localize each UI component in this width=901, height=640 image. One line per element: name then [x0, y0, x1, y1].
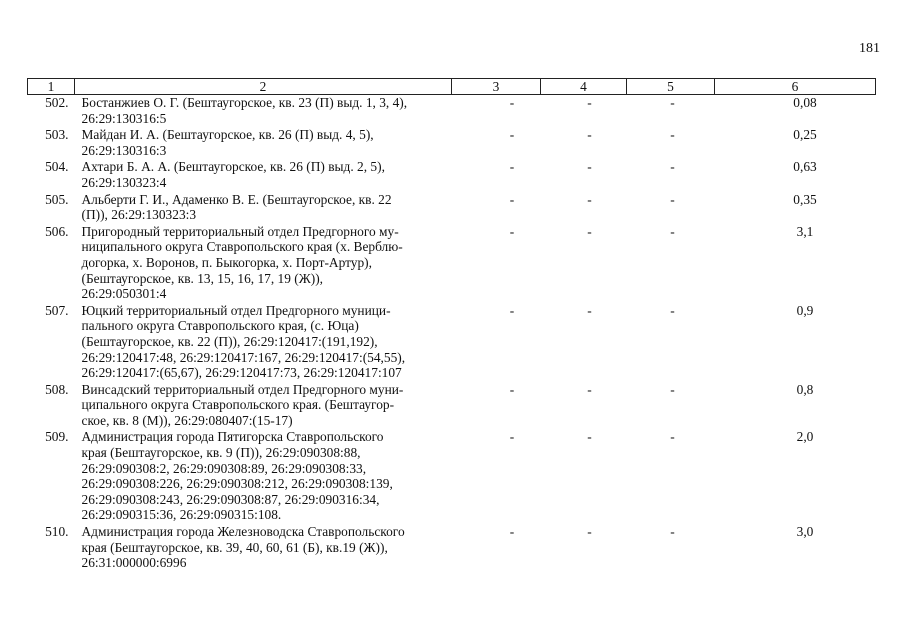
area-value: 0,25: [793, 127, 817, 143]
column-header-6: 6: [715, 79, 876, 95]
area-value: 3,0: [796, 524, 814, 540]
table-row: [28, 303, 876, 382]
area-value: 0,35: [793, 191, 817, 207]
row-description: [75, 95, 452, 128]
column-3-value: -: [509, 191, 515, 207]
column-header-5: 5: [627, 79, 715, 95]
description-line: Ахтари Б. А. А. (Бештаугорское, кв. 26 (П) выд. 2, 5),: [81, 159, 385, 175]
row-number: 507.: [45, 302, 69, 318]
description-line: ципального округа Ставропольского края. (Бештаугор-: [81, 397, 395, 413]
column-3-value: -: [509, 302, 515, 318]
column-4-value: -: [587, 524, 592, 540]
column-3-value: -: [509, 223, 515, 239]
description-line: 26:29:050301:4: [81, 286, 167, 302]
column-5-value: -: [670, 127, 675, 143]
description-line: 26:29:090308:226, 26:29:090308:212, 26:29:090308:139,: [81, 476, 393, 492]
column-header-1: 1: [28, 79, 75, 95]
column-3-value: -: [509, 381, 515, 397]
column-4-value: -: [587, 127, 592, 143]
table-row: [28, 127, 876, 159]
row-description: [75, 524, 452, 572]
row-number: 509.: [45, 429, 69, 445]
row-number: 510.: [45, 524, 69, 540]
column-3-value: -: [509, 524, 515, 540]
column-4-value: -: [587, 95, 592, 110]
row-description: [75, 303, 452, 382]
column-5-value: -: [670, 191, 675, 207]
description-line: края (Бештаугорское, кв. 9 (П)), 26:29:090308:88,: [81, 445, 361, 461]
area-value: 0,9: [796, 302, 814, 318]
column-3-value: -: [509, 127, 515, 143]
description-line: края (Бештаугорское, кв. 39, 40, 60, 61 (Б), кв.19 (Ж)),: [81, 539, 388, 555]
area-value: 0,8: [796, 381, 814, 397]
description-line: Администрация города Железноводска Ставропольского: [81, 524, 405, 540]
description-line: 26:29:130316:3: [81, 142, 167, 158]
row-description: [75, 382, 452, 430]
column-5-value: -: [670, 223, 675, 239]
row-number: 505.: [45, 191, 69, 207]
area-value: 2,0: [796, 429, 814, 445]
description-line: ское, кв. 8 (М)), 26:29:080407:(15-17): [81, 412, 293, 428]
column-3-value: -: [509, 429, 515, 445]
description-line: 26:31:000000:6996: [81, 555, 187, 571]
row-description: [75, 127, 452, 159]
table-row: [28, 382, 876, 430]
description-line: 26:29:090308:2, 26:29:090308:89, 26:29:090308:33,: [81, 460, 367, 476]
row-number: 506.: [45, 223, 69, 239]
description-line: (П)), 26:29:130323:3: [81, 207, 197, 223]
area-value: 0,08: [793, 95, 817, 110]
area-value: 3,1: [796, 223, 814, 239]
table-body: [28, 95, 876, 572]
table-row: [28, 524, 876, 572]
column-5-value: -: [670, 429, 675, 445]
row-description: [75, 159, 452, 191]
table-row: [28, 95, 876, 128]
column-5-value: -: [670, 381, 675, 397]
area-value: 0,63: [793, 159, 817, 175]
table-row: [28, 429, 876, 524]
table-header: [28, 79, 876, 95]
data-table: [27, 78, 876, 572]
table-row: [28, 159, 876, 191]
page-number: 181: [859, 41, 880, 56]
column-4-value: -: [587, 381, 592, 397]
description-line: 26:29:120417:(65,67), 26:29:120417:73, 26:29:120417:107: [81, 365, 402, 381]
description-line: пального округа Ставропольского края, (с. Юца): [81, 318, 359, 334]
row-number: 503.: [45, 127, 69, 143]
row-number: 504.: [45, 159, 69, 175]
row-number: 502.: [45, 95, 69, 110]
description-line: 26:29:120417:48, 26:29:120417:167, 26:29:120417:(54,55),: [81, 349, 406, 365]
description-line: Юцкий территориальный отдел Предгорного муници-: [81, 302, 391, 318]
description-line: Администрация города Пятигорска Ставропольского: [81, 429, 384, 445]
column-5-value: -: [670, 524, 675, 540]
row-description: [75, 429, 452, 524]
column-3-value: -: [509, 95, 515, 110]
column-4-value: -: [587, 429, 592, 445]
description-line: (Бештаугорское, кв. 13, 15, 16, 17, 19 (Ж)),: [81, 270, 324, 286]
description-line: Бостанжиев О. Г. (Бештаугорское, кв. 23 (П) выд. 1, 3, 4),: [81, 95, 408, 110]
description-line: ниципального округа Ставропольского края (х. Верблю-: [81, 239, 403, 255]
description-line: Майдан И. А. (Бештаугорское, кв. 26 (П) выд. 4, 5),: [81, 127, 374, 143]
table-row: [28, 224, 876, 303]
header-row: [28, 79, 876, 95]
description-line: Пригородный территориальный отдел Предгорного му-: [81, 223, 399, 239]
description-line: догорка, х. Воронов, п. Быкогорка, х. Порт-Артур),: [81, 254, 372, 270]
column-header-2: 2: [75, 79, 452, 95]
column-5-value: -: [670, 302, 675, 318]
column-header-3: 3: [452, 79, 541, 95]
column-3-value: -: [509, 159, 515, 175]
description-line: 26:29:090308:243, 26:29:090308:87, 26:29:090316:34,: [81, 491, 380, 507]
column-4-value: -: [587, 223, 592, 239]
row-number: 508.: [45, 381, 69, 397]
column-4-value: -: [587, 159, 592, 175]
description-line: Винсадский территориальный отдел Предгорного муни-: [81, 381, 404, 397]
description-line: (Бештаугорское, кв. 22 (П)), 26:29:120417:(191,192),: [81, 333, 378, 349]
table-row: [28, 192, 876, 224]
row-description: [75, 192, 452, 224]
column-header-4: 4: [541, 79, 627, 95]
column-4-value: -: [587, 302, 592, 318]
row-description: [75, 224, 452, 303]
description-line: 26:29:130323:4: [81, 174, 167, 190]
description-line: 26:29:090315:36, 26:29:090315:108.: [81, 507, 282, 523]
column-5-value: -: [670, 159, 675, 175]
column-4-value: -: [587, 191, 592, 207]
description-line: Альберти Г. И., Адаменко В. Е. (Бештаугорское, кв. 22: [81, 191, 392, 207]
column-5-value: -: [670, 95, 675, 110]
description-line: 26:29:130316:5: [81, 110, 167, 126]
